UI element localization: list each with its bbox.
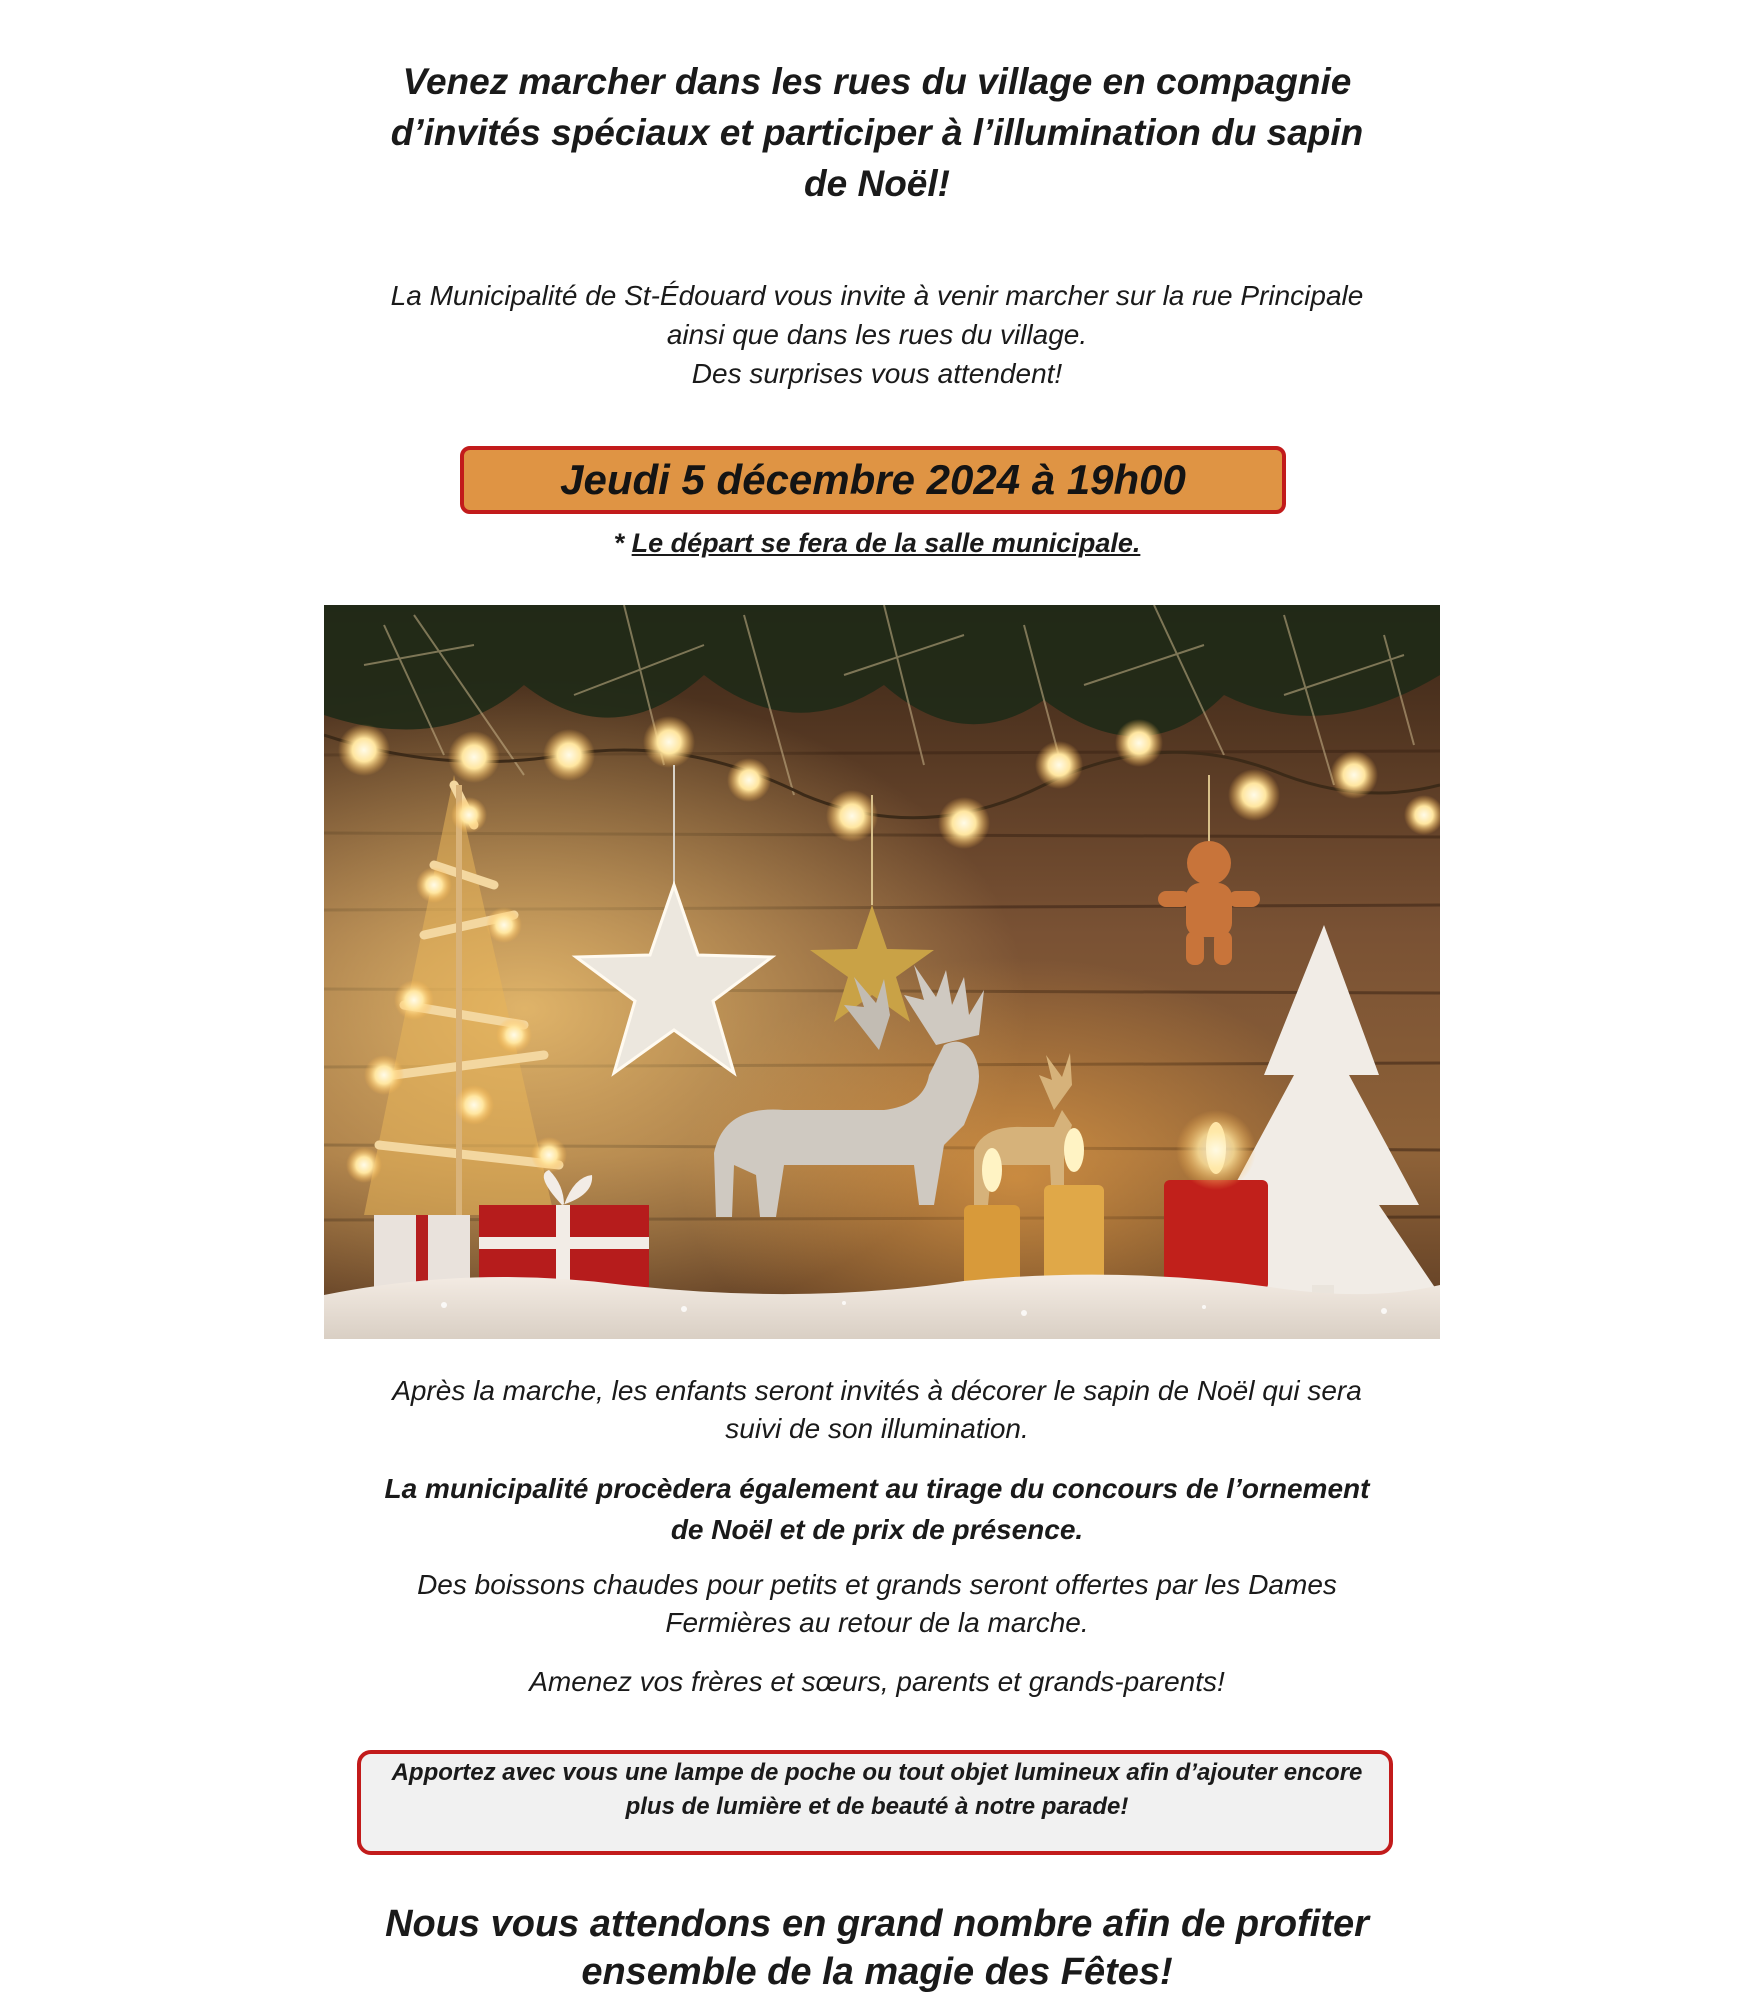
- event-date-text: Jeudi 5 décembre 2024 à 19h00: [560, 456, 1186, 503]
- paragraph-line: Des boissons chaudes pour petits et grands seront offertes par les Dames: [417, 1569, 1337, 1600]
- paragraph-line: suivi de son illumination.: [725, 1413, 1029, 1444]
- christmas-decor-photo: [324, 605, 1440, 1339]
- event-date-box: [460, 446, 1286, 514]
- hot-drinks-paragraph: [330, 1566, 1424, 1642]
- paragraph-line: La municipalité procèdera également au tirage du concours de l’ornement: [384, 1473, 1370, 1504]
- note-line: Apportez avec vous une lampe de poche ou tout objet lumineux afin d’ajouter encore: [391, 1759, 1363, 1786]
- departure-prefix: *: [613, 528, 632, 558]
- paragraph-line: de Noël et de prix de présence.: [670, 1514, 1084, 1545]
- intro-paragraph: [310, 276, 1444, 393]
- flashlight-note: [320, 1756, 1434, 1824]
- paragraph-line: Fermières au retour de la marche.: [665, 1607, 1089, 1638]
- intro-line: La Municipalité de St-Édouard vous invite à venir marcher sur la rue Principale: [390, 280, 1364, 311]
- christmas-scene-illustration: [324, 605, 1440, 1339]
- contest-draw-paragraph: [300, 1468, 1454, 1550]
- after-walk-paragraph: [310, 1372, 1444, 1448]
- intro-line: ainsi que dans les rues du village.: [666, 319, 1088, 350]
- note-line: plus de lumière et de beauté à notre parade!: [625, 1793, 1129, 1820]
- closing-line: Nous vous attendons en grand nombre afin de profiter: [385, 1903, 1369, 1945]
- paragraph-line: Amenez vos frères et sœurs, parents et grands-parents!: [529, 1666, 1225, 1697]
- headline: [310, 56, 1444, 209]
- departure-text: Le départ se fera de la salle municipale.: [631, 528, 1141, 558]
- family-invite-paragraph: [0, 1663, 1754, 1701]
- headline-line: d’invités spéciaux et participer à l’illumination du sapin: [390, 112, 1364, 153]
- closing-message: [310, 1900, 1444, 1996]
- headline-line: de Noël!: [804, 163, 950, 204]
- headline-line: Venez marcher dans les rues du village en compagnie: [402, 61, 1352, 102]
- departure-note: [0, 524, 1754, 562]
- closing-line: ensemble de la magie des Fêtes!: [581, 1951, 1173, 1993]
- intro-line: Des surprises vous attendent!: [691, 358, 1063, 389]
- paragraph-line: Après la marche, les enfants seront invités à décorer le sapin de Noël qui sera: [392, 1375, 1362, 1406]
